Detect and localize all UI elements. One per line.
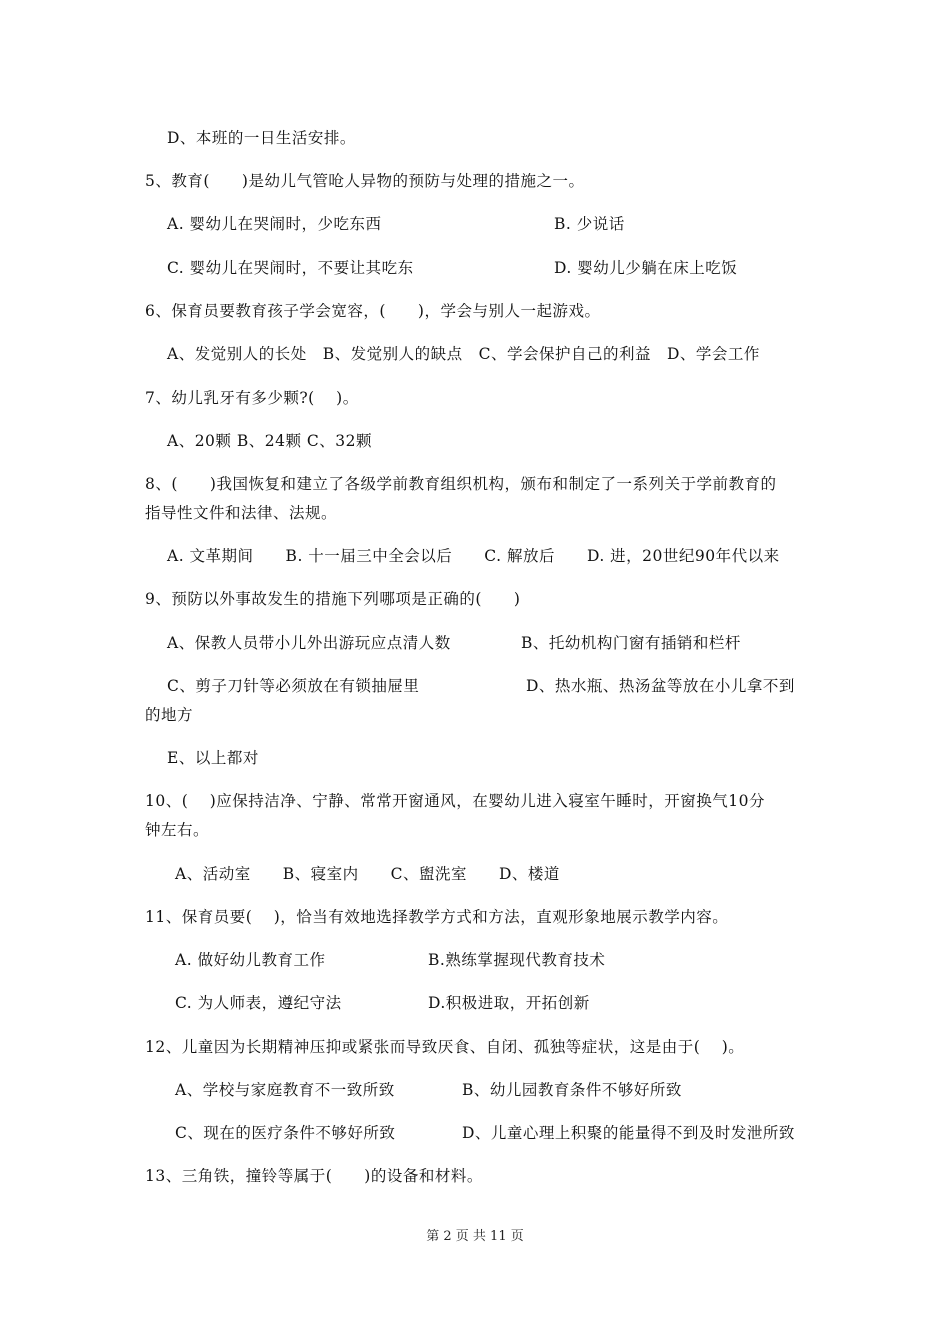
q9-option-a: A、保教人员带小儿外出游玩应点清人数 <box>167 634 451 652</box>
q11-stem: 11、保育员要( )，恰当有效地选择教学方式和方法，直观形象地展示教学内容。 <box>145 908 729 926</box>
q6-options: A、发觉别人的长处 B、发觉别人的缺点 C、学会保护自己的利益 D、学会工作 <box>167 345 760 363</box>
q9-option-c: C、剪子刀针等必须放在有锁抽屉里 <box>167 677 420 695</box>
q10-options: A、活动室 B、寝室内 C、盥洗室 D、楼道 <box>175 865 560 883</box>
q8-stem-line2: 指导性文件和法律、法规。 <box>145 504 338 522</box>
q8-options: A. 文革期间 B. 十一届三中全会以后 C. 解放后 D. 进，20世纪90年代以来 <box>167 547 780 565</box>
q12-stem: 12、儿童因为长期精神压抑或紧张而导致厌食、自闭、孤独等症状，这是由于( )。 <box>145 1038 745 1056</box>
q12-option-c: C、现在的医疗条件不够好所致 <box>175 1124 396 1142</box>
q11-option-c: C. 为人师表，遵纪守法 <box>175 994 342 1012</box>
q9-option-d-line2: 的地方 <box>145 706 194 724</box>
q10-stem-line2: 钟左右。 <box>145 821 210 839</box>
q12-option-a: A、学校与家庭教育不一致所致 <box>175 1081 395 1099</box>
q7-options: A、20颗 B、24颗 C、32颗 <box>167 432 372 450</box>
q5-option-c: C. 婴幼儿在哭闹时，不要让其吃东 <box>167 259 414 277</box>
q8-stem-line1: 8、( )我国恢复和建立了各级学前教育组织机构，颁布和制定了一系列关于学前教育的 <box>145 475 777 493</box>
q11-option-b: B.熟练掌握现代教育技术 <box>428 951 606 969</box>
page-footer: 第 2 页 共 11 页 <box>426 1229 524 1244</box>
q7-stem: 7、幼儿乳牙有多少颗?( )。 <box>145 389 359 407</box>
q5-stem: 5、教育( )是幼儿气管呛人异物的预防与处理的措施之一。 <box>145 172 585 190</box>
q10-stem-line1: 10、( )应保持洁净、宁静、常常开窗通风，在婴幼儿进入寝室午睡时，开窗换气10分 <box>145 792 765 810</box>
q11-option-a: A. 做好幼儿教育工作 <box>175 951 326 969</box>
q5-option-a: A. 婴幼儿在哭闹时，少吃东西 <box>167 215 382 233</box>
q5-option-d: D. 婴幼儿少躺在床上吃饭 <box>554 259 738 277</box>
q5-option-b: B. 少说话 <box>554 215 625 233</box>
q9-option-b: B、托幼机构门窗有插销和栏杆 <box>521 634 741 652</box>
q9-stem: 9、预防以外事故发生的措施下列哪项是正确的( ) <box>145 590 521 608</box>
q9-option-e: E、以上都对 <box>167 749 259 767</box>
q6-stem: 6、保育员要教育孩子学会宽容，( )，学会与别人一起游戏。 <box>145 302 601 320</box>
q12-option-b: B、幼儿园教育条件不够好所致 <box>462 1081 682 1099</box>
q11-option-d: D.积极进取，开拓创新 <box>428 994 590 1012</box>
q9-option-d-line1: D、热水瓶、热汤盆等放在小儿拿不到 <box>526 677 795 695</box>
q12-option-d: D、儿童心理上积聚的能量得不到及时发泄所致 <box>462 1124 795 1142</box>
q4-option-d: D、本班的一日生活安排。 <box>167 129 356 147</box>
q13-stem: 13、三角铁，撞铃等属于( )的设备和材料。 <box>145 1167 483 1185</box>
